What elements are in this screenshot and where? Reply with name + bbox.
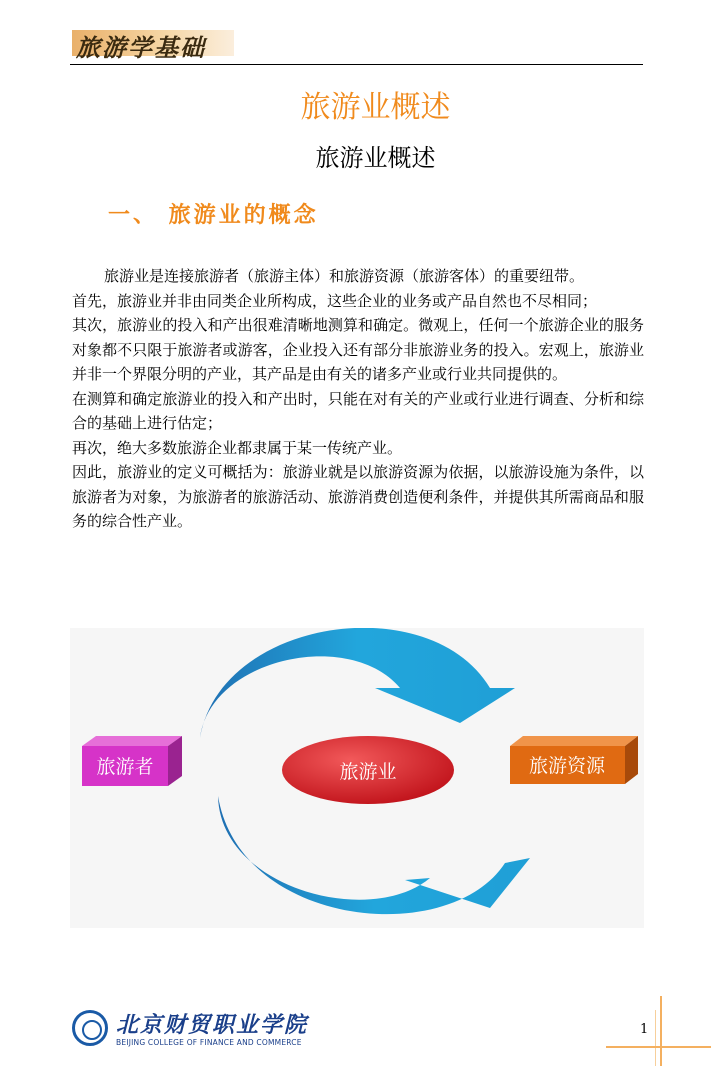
- header-logo: [72, 26, 232, 62]
- school-seal-icon: [72, 1010, 108, 1046]
- tourist-label: 旅游者: [96, 756, 154, 778]
- page-number: 1: [640, 1022, 649, 1037]
- header-logo-text: 旅游学基础: [76, 33, 206, 62]
- page-title: 旅游业概述: [300, 90, 451, 125]
- school-name-en: BEIJING COLLEGE OF FINANCE AND COMMERCE: [116, 1038, 302, 1047]
- footer-school-logo: [72, 1008, 332, 1052]
- corner-mark-horizontal: [606, 1046, 711, 1048]
- paragraph-4: 在测算和确定旅游业的投入和产出时，只能在对有关的产业或行业进行调查、分析和综合的基础上进行估定；: [72, 389, 644, 432]
- body-text: [72, 264, 644, 534]
- paragraph-3: 其次，旅游业的投入和产出很难清晰地测算和确定。微观上，任何一个旅游企业的服务对象都不只限于旅游者或游客，企业投入还有部分非旅游业务的投入。宏观上，旅游业并非一个界限分明的产业，其产品是由有关的诸多产业或行业共同提供的。: [72, 316, 644, 383]
- school-name-cn: 北京财贸职业学院: [116, 1012, 309, 1038]
- page-subtitle: 旅游业概述: [315, 144, 436, 172]
- paragraph-6: 因此，旅游业的定义可概括为：旅游业就是以旅游资源为依据，以旅游设施为条件，以旅游者为对象，为旅游者的旅游活动、旅游消费创造便利条件，并提供其所需商品和服务的综合性产业。: [72, 463, 644, 530]
- header-divider: [70, 64, 643, 65]
- paragraph-1: 旅游业是连接旅游者（旅游主体）和旅游资源（旅游客体）的重要纽带。: [104, 267, 585, 285]
- tourism-cycle-diagram: [70, 628, 644, 928]
- section-heading: 一、 旅游业的概念: [108, 202, 319, 228]
- tourism-resource-label: 旅游资源: [528, 755, 606, 777]
- tourism-industry-label: 旅游业: [339, 761, 397, 783]
- paragraph-2: 首先，旅游业并非由同类企业所构成，这些企业的业务或产品自然也不尽相同；: [72, 291, 598, 310]
- corner-mark-vertical: [660, 996, 662, 1066]
- diagram-canvas: [70, 628, 644, 928]
- corner-mark-vertical-light: [655, 1010, 656, 1066]
- paragraph-5: 再次，绝大多数旅游企业都隶属于某一传统产业。: [72, 438, 403, 457]
